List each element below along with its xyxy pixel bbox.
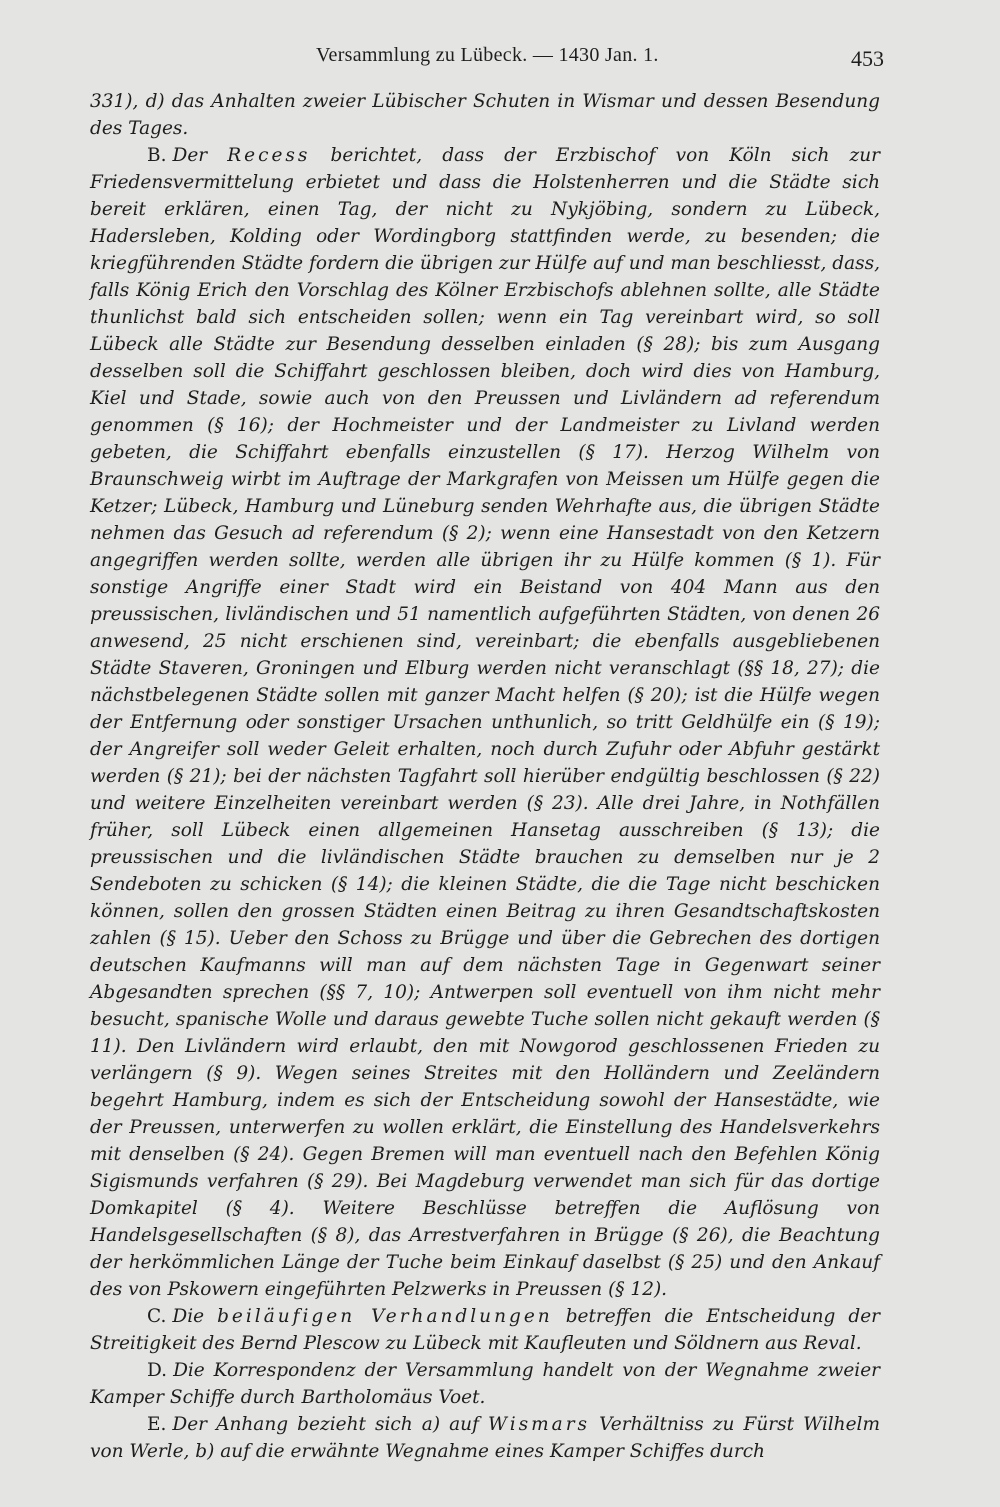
paragraph-c xyxy=(90,1303,880,1357)
paragraph-a-continuation xyxy=(90,88,880,142)
section-label: E. xyxy=(147,1414,167,1435)
running-title: Versammlung zu Lübeck. — 1430 Jan. 1. xyxy=(316,44,659,66)
page-header xyxy=(0,44,1000,74)
spaced-term: beiläufigen Verhandlungen xyxy=(217,1306,553,1327)
paragraph-lead: Die xyxy=(172,1306,205,1327)
paragraph-text: betreffen die Entscheidung der Streitigkeit des Bernd Plescow zu Lübeck mit Kaufleuten und Söldnern aus Reval. xyxy=(90,1306,880,1354)
paragraph-e xyxy=(90,1411,880,1465)
paragraph-lead: Der xyxy=(172,145,208,166)
page-number: 453 xyxy=(851,46,884,71)
section-label: C. xyxy=(147,1306,167,1327)
spaced-term: Recess xyxy=(227,145,311,166)
paragraph-b xyxy=(90,142,880,1303)
paragraph-text: berichtet, dass der Erzbischof von Köln sich zur Friedensvermittelung erbietet und dass die Holstenherren und die Städte sich bereit erklären, einen Tag, der nicht zu Nykjöbing, sondern zu Lübeck, Hadersleben, Kolding oder Wordingborg stattfinden werde, zu besenden; die kriegführenden Städte fordern die übrigen zur Hülfe auf und man beschliesst, dass, falls König Erich den Vorschlag des Kölner Erzbischofs ablehnen sollte, alle Städte thunlichst bald sich entscheiden sollen; wenn ein Tag vereinbart wird, so soll Lübeck alle Städte zur Besendung desselben einladen (§ 28); bis zum Ausgang desselben soll die Schiffahrt geschlossen bleiben, doch wird dies von Hamburg, Kiel und Stade, sowie auch von den Preussen und Livländern ad referendum genommen (§ 16); der Hochmeister und der Landmeister zu Livland werden gebeten, die Schiffahrt ebenfalls einzustellen (§ 17). Herzog Wilhelm von Braunschweig wirbt im Auftrage der Markgrafen von Meissen um Hülfe gegen die Ketzer; Lübeck, Hamburg und Lüneburg senden Wehrhafte aus, die übrigen Städte nehmen das Gesuch ad referendum (§ 2); wenn eine Hansestadt von den Ketzern angegriffen werden sollte, werden alle übrigen ihr zu Hülfe kommen (§ 1). Für sonstige Angriffe einer Stadt wird ein Beistand von 404 Mann aus den preussischen, livländischen und 51 namentlich aufgeführten Städten, von denen 26 anwesend, 25 nicht erschienen sind, vereinbart; die ebenfalls ausgebliebenen Städte Staveren, Groningen und Elburg werden nicht veranschlagt (§§ 18, 27); die nächstbelegenen Städte sollen mit ganzer Macht helfen (§ 20); ist die Hülfe wegen der Entfernung oder sonstiger Ursachen unthunlich, so tritt Geldhülfe ein (§ 19); der Angreifer soll weder Geleit erhalten, noch durch Zufuhr oder Abfuhr gestärkt werden (§ 21); bei der nächsten Tagfahrt soll hierüber endgültig beschlossen (§ 22) und weitere Einzelheiten vereinbart werden (§ 23). Alle drei Jahre, in Nothfällen früher, soll Lübeck einen allgemeinen Hansetag ausschreiben (§ 13); die preussischen und die livländischen Städte brauchen zu demselben nur je 2 Sendeboten zu schicken (§ 14); die kleinen Städte, die die Tage nicht beschicken können, sollen den grossen Städten einen Beitrag zu ihren Gesandtschaftskosten zahlen (§ 15). Ueber den Schoss zu Brügge und über die Gebrechen des dortigen deutschen Kaufmanns will man auf dem nächsten Tage in Gegenwart seiner Abgesandten sprechen (§§ 7, 10); Antwerpen soll eventuell von ihm nicht mehr besucht, spanische Wolle und daraus gewebte Tuche sollen nicht gekauft werden (§ 11). Den Livländern wird erlaubt, den mit Nowgorod geschlossenen Frieden zu verlängern (§ 9). Wegen seines Streites mit den Holländern und Zeeländern begehrt Hamburg, indem es sich der Entscheidung sowohl der Hansestädte, wie der Preussen, unterwerfen zu wollen erklärt, die Einstellung des Handelsverkehrs mit denselben (§ 24). Gegen Bremen will man eventuell nach den Befehlen König Sigismunds verfahren (§ 29). Bei Magdeburg verwendet man sich für das dortige Domkapitel (§ 4). Weitere Beschlüsse betreffen die Auflösung von Handelsgesellschaften (§ 8), das Arrestverfahren in Brügge (§ 26), die Beachtung der herkömmlichen Länge der Tuche beim Einkauf daselbst (§ 25) und den Ankauf des von Pskowern eingeführten Pelzwerks in Preussen (§ 12). xyxy=(90,145,880,1300)
paragraph-lead: Der Anhang bezieht sich a) auf xyxy=(172,1414,479,1435)
paragraph-text: Verhältniss zu Fürst Wilhelm von Werle, b) auf die erwähnte Wegnahme eines Kamper Schiffes durch xyxy=(90,1414,880,1462)
section-label: D. xyxy=(147,1360,168,1381)
section-label: B. xyxy=(147,145,167,166)
spaced-term: Wismars xyxy=(488,1414,591,1435)
paragraph-text: Die Korrespondenz der Versammlung handelt von der Wegnahme zweier Kamper Schiffe durch Bartholomäus Voet. xyxy=(90,1360,880,1408)
body-text xyxy=(90,88,880,1465)
paragraph-text: 331), d) das Anhalten zweier Lübischer Schuten in Wismar und dessen Besendung des Tages. xyxy=(90,91,880,139)
paragraph-d xyxy=(90,1357,880,1411)
